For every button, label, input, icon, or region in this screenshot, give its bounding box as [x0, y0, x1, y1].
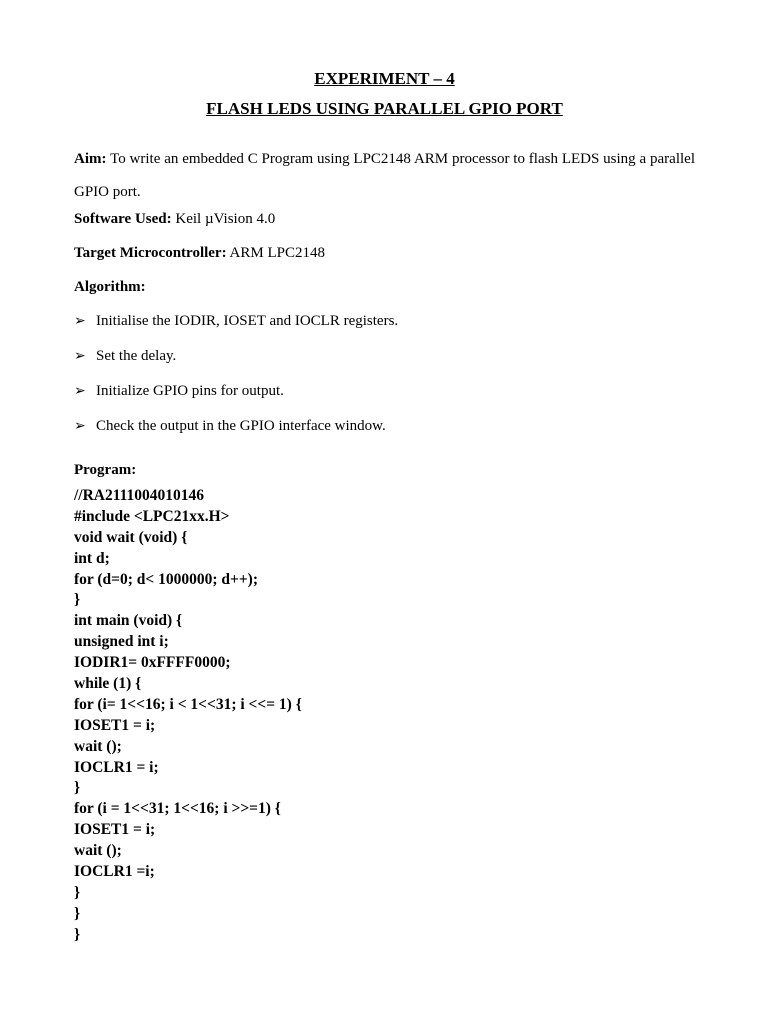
arrow-bullet-icon: ➢ [74, 418, 86, 434]
program-heading: Program: [74, 462, 137, 478]
arrow-bullet-icon: ➢ [74, 383, 86, 399]
code-line: } [74, 591, 81, 609]
code-line: } [74, 779, 81, 797]
software-label: Software Used: [74, 211, 172, 227]
page-subtitle: FLASH LEDS USING PARALLEL GPIO PORT [206, 99, 563, 118]
code-line: unsigned int i; [74, 633, 169, 651]
arrow-bullet-icon: ➢ [74, 348, 86, 364]
code-line: } [74, 904, 81, 922]
code-line: IOCLR1 =i; [74, 863, 155, 881]
code-line: for (d=0; d< 1000000; d++); [74, 570, 259, 588]
code-line: IOSET1 = i; [74, 821, 156, 839]
step-text: Check the output in the GPIO interface window. [96, 418, 386, 434]
code-line: } [74, 883, 81, 901]
list-item [74, 348, 695, 383]
list-item [74, 418, 695, 453]
page-title: EXPERIMENT – 4 [314, 69, 455, 88]
code-line: int main (void) { [74, 612, 183, 630]
code-line: } [74, 925, 81, 943]
target-label: Target Microcontroller: [74, 245, 227, 261]
code-line: //RA2111004010146 [74, 487, 205, 504]
software-value: Keil µVision 4.0 [171, 211, 276, 227]
algorithm-heading: Algorithm: [74, 279, 146, 295]
program-code [74, 486, 302, 946]
code-line: IOCLR1 = i; [74, 758, 159, 776]
step-text: Initialize GPIO pins for output. [96, 383, 284, 399]
step-text: Initialise the IODIR, IOSET and IOCLR registers. [96, 313, 399, 329]
arrow-bullet-icon: ➢ [74, 313, 86, 329]
code-line: while (1) { [74, 675, 142, 693]
target-microcontroller [74, 245, 325, 262]
code-line: int d; [74, 549, 110, 567]
target-value: ARM LPC2148 [226, 245, 325, 261]
document-page [74, 0, 695, 1024]
code-line: for (i= 1<<16; i < 1<<31; i <<= 1) { [74, 695, 302, 713]
aim-label: Aim: [74, 151, 107, 167]
code-line: wait (); [74, 737, 122, 755]
list-item [74, 383, 695, 418]
code-line: void wait (void) { [74, 528, 188, 546]
code-line: for (i = 1<<31; 1<<16; i >>=1) { [74, 800, 281, 818]
code-line: #include <LPC21xx.H> [74, 507, 230, 525]
code-line: IODIR1= 0xFFFF0000; [74, 654, 231, 672]
code-line: IOSET1 = i; [74, 716, 156, 734]
aim-paragraph [74, 143, 695, 209]
step-text: Set the delay. [96, 348, 177, 364]
algorithm-steps [74, 313, 695, 453]
software-used [74, 211, 275, 228]
list-item [74, 313, 695, 348]
aim-text: To write an embedded C Program using LPC2148 ARM processor to flash LEDS using a parallel GPIO port. [74, 151, 695, 200]
code-line: wait (); [74, 842, 122, 860]
